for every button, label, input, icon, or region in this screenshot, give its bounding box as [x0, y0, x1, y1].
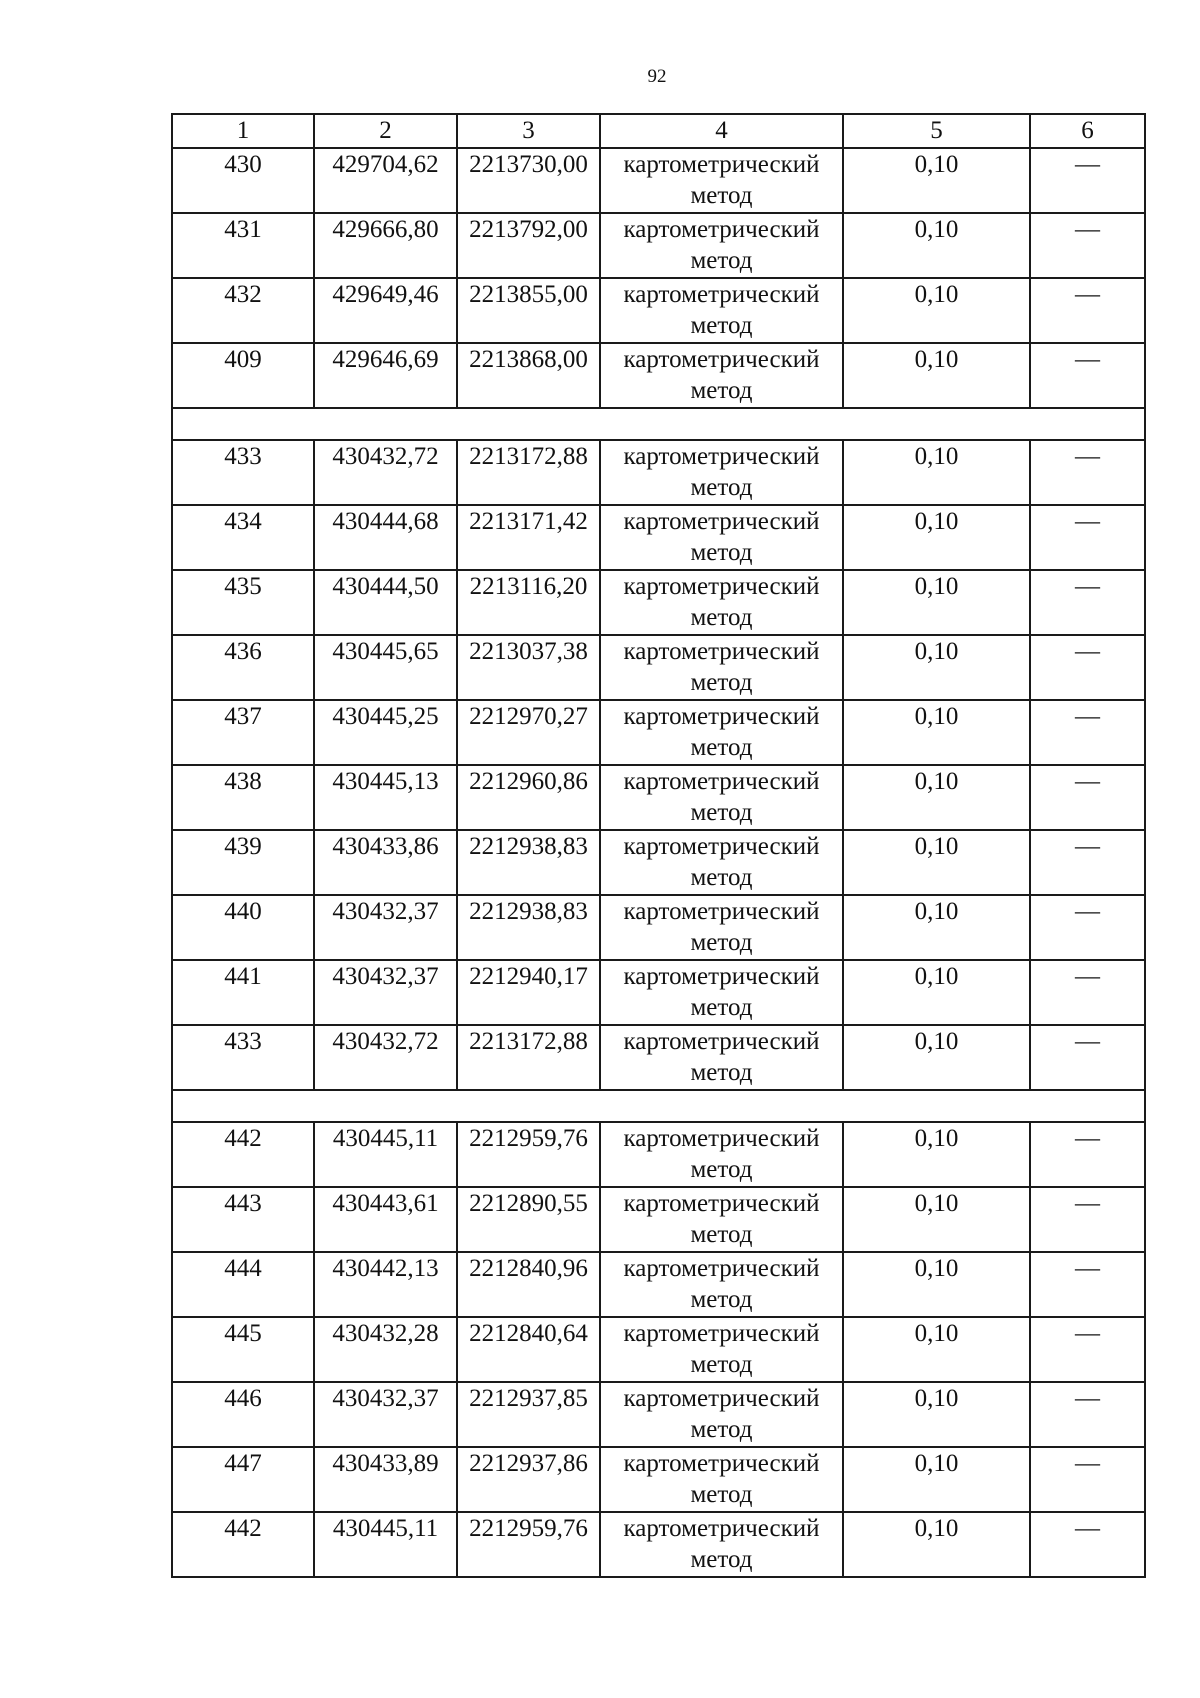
x-coordinate-cell: 430445,65 — [314, 635, 457, 700]
accuracy-cell: 0,10 — [843, 1382, 1030, 1447]
table-row — [172, 440, 1145, 505]
header-cell-6: 6 — [1030, 114, 1145, 148]
note-cell: — — [1030, 1317, 1145, 1382]
point-number-cell: 433 — [172, 440, 314, 505]
table-row — [172, 1447, 1145, 1512]
table-row — [172, 830, 1145, 895]
note-cell: — — [1030, 1122, 1145, 1187]
y-coordinate-cell: 2213868,00 — [457, 343, 600, 408]
point-number-cell: 439 — [172, 830, 314, 895]
x-coordinate-cell: 430433,86 — [314, 830, 457, 895]
method-cell: картометрический метод — [600, 1382, 843, 1447]
header-cell-4: 4 — [600, 114, 843, 148]
note-cell: — — [1030, 440, 1145, 505]
x-coordinate-cell: 430445,11 — [314, 1512, 457, 1577]
y-coordinate-cell: 2212937,85 — [457, 1382, 600, 1447]
accuracy-cell: 0,10 — [843, 635, 1030, 700]
coordinates-table-body — [172, 114, 1145, 1577]
point-number-cell: 442 — [172, 1122, 314, 1187]
note-cell: — — [1030, 148, 1145, 213]
point-number-cell: 442 — [172, 1512, 314, 1577]
method-cell: картометрический метод — [600, 765, 843, 830]
y-coordinate-cell: 2212970,27 — [457, 700, 600, 765]
accuracy-cell: 0,10 — [843, 895, 1030, 960]
x-coordinate-cell: 430432,72 — [314, 1025, 457, 1090]
table-row — [172, 1317, 1145, 1382]
table-row — [172, 148, 1145, 213]
table-row — [172, 1512, 1145, 1577]
header-cell-5: 5 — [843, 114, 1030, 148]
header-cell-3: 3 — [457, 114, 600, 148]
table-row — [172, 765, 1145, 830]
table-row — [172, 700, 1145, 765]
method-cell: картометрический метод — [600, 635, 843, 700]
group-separator-cell — [172, 408, 1145, 440]
x-coordinate-cell: 429646,69 — [314, 343, 457, 408]
point-number-cell: 433 — [172, 1025, 314, 1090]
note-cell: — — [1030, 1512, 1145, 1577]
note-cell: — — [1030, 1382, 1145, 1447]
point-number-cell: 434 — [172, 505, 314, 570]
accuracy-cell: 0,10 — [843, 343, 1030, 408]
y-coordinate-cell: 2212938,83 — [457, 830, 600, 895]
header-cell-1: 1 — [172, 114, 314, 148]
accuracy-cell: 0,10 — [843, 830, 1030, 895]
point-number-cell: 446 — [172, 1382, 314, 1447]
table-row — [172, 895, 1145, 960]
x-coordinate-cell: 429704,62 — [314, 148, 457, 213]
table-row — [172, 1187, 1145, 1252]
accuracy-cell: 0,10 — [843, 1025, 1030, 1090]
point-number-cell: 430 — [172, 148, 314, 213]
x-coordinate-cell: 430445,13 — [314, 765, 457, 830]
table-row — [172, 1025, 1145, 1090]
y-coordinate-cell: 2213172,88 — [457, 440, 600, 505]
y-coordinate-cell: 2213172,88 — [457, 1025, 600, 1090]
x-coordinate-cell: 430445,25 — [314, 700, 457, 765]
note-cell: — — [1030, 343, 1145, 408]
accuracy-cell: 0,10 — [843, 148, 1030, 213]
accuracy-cell: 0,10 — [843, 1252, 1030, 1317]
point-number-cell: 431 — [172, 213, 314, 278]
accuracy-cell: 0,10 — [843, 700, 1030, 765]
y-coordinate-cell: 2213171,42 — [457, 505, 600, 570]
x-coordinate-cell: 430432,72 — [314, 440, 457, 505]
accuracy-cell: 0,10 — [843, 213, 1030, 278]
note-cell: — — [1030, 505, 1145, 570]
note-cell: — — [1030, 278, 1145, 343]
table-row — [172, 505, 1145, 570]
accuracy-cell: 0,10 — [843, 440, 1030, 505]
accuracy-cell: 0,10 — [843, 505, 1030, 570]
method-cell: картометрический метод — [600, 1187, 843, 1252]
method-cell: картометрический метод — [600, 213, 843, 278]
page-number: 92 — [647, 66, 667, 87]
y-coordinate-cell: 2212940,17 — [457, 960, 600, 1025]
accuracy-cell: 0,10 — [843, 1512, 1030, 1577]
x-coordinate-cell: 429666,80 — [314, 213, 457, 278]
accuracy-cell: 0,10 — [843, 1122, 1030, 1187]
point-number-cell: 435 — [172, 570, 314, 635]
table-row — [172, 960, 1145, 1025]
method-cell: картометрический метод — [600, 278, 843, 343]
accuracy-cell: 0,10 — [843, 1187, 1030, 1252]
note-cell: — — [1030, 960, 1145, 1025]
y-coordinate-cell: 2213730,00 — [457, 148, 600, 213]
method-cell: картометрический метод — [600, 895, 843, 960]
y-coordinate-cell: 2212959,76 — [457, 1512, 600, 1577]
y-coordinate-cell: 2212959,76 — [457, 1122, 600, 1187]
table-row — [172, 635, 1145, 700]
x-coordinate-cell: 430432,28 — [314, 1317, 457, 1382]
method-cell: картометрический метод — [600, 148, 843, 213]
y-coordinate-cell: 2213855,00 — [457, 278, 600, 343]
accuracy-cell: 0,10 — [843, 765, 1030, 830]
x-coordinate-cell: 430443,61 — [314, 1187, 457, 1252]
method-cell: картометрический метод — [600, 1317, 843, 1382]
method-cell: картометрический метод — [600, 1025, 843, 1090]
note-cell: — — [1030, 213, 1145, 278]
table-row — [172, 1122, 1145, 1187]
point-number-cell: 438 — [172, 765, 314, 830]
x-coordinate-cell: 430432,37 — [314, 960, 457, 1025]
point-number-cell: 436 — [172, 635, 314, 700]
header-cell-2: 2 — [314, 114, 457, 148]
y-coordinate-cell: 2213792,00 — [457, 213, 600, 278]
y-coordinate-cell: 2212938,83 — [457, 895, 600, 960]
accuracy-cell: 0,10 — [843, 1317, 1030, 1382]
note-cell: — — [1030, 1187, 1145, 1252]
point-number-cell: 440 — [172, 895, 314, 960]
y-coordinate-cell: 2212937,86 — [457, 1447, 600, 1512]
note-cell: — — [1030, 1025, 1145, 1090]
note-cell: — — [1030, 1252, 1145, 1317]
accuracy-cell: 0,10 — [843, 960, 1030, 1025]
note-cell: — — [1030, 570, 1145, 635]
table-header-row — [172, 114, 1145, 148]
x-coordinate-cell: 430445,11 — [314, 1122, 457, 1187]
point-number-cell: 441 — [172, 960, 314, 1025]
method-cell: картометрический метод — [600, 960, 843, 1025]
note-cell: — — [1030, 1447, 1145, 1512]
point-number-cell: 437 — [172, 700, 314, 765]
table-row — [172, 570, 1145, 635]
table-row — [172, 1252, 1145, 1317]
method-cell: картометрический метод — [600, 830, 843, 895]
method-cell: картометрический метод — [600, 1122, 843, 1187]
x-coordinate-cell: 430444,50 — [314, 570, 457, 635]
y-coordinate-cell: 2212960,86 — [457, 765, 600, 830]
y-coordinate-cell: 2213037,38 — [457, 635, 600, 700]
method-cell: картометрический метод — [600, 343, 843, 408]
point-number-cell: 409 — [172, 343, 314, 408]
accuracy-cell: 0,10 — [843, 278, 1030, 343]
note-cell: — — [1030, 765, 1145, 830]
table-row — [172, 1382, 1145, 1447]
x-coordinate-cell: 429649,46 — [314, 278, 457, 343]
accuracy-cell: 0,10 — [843, 1447, 1030, 1512]
y-coordinate-cell: 2212890,55 — [457, 1187, 600, 1252]
y-coordinate-cell: 2213116,20 — [457, 570, 600, 635]
group-separator-row — [172, 1090, 1145, 1122]
method-cell: картометрический метод — [600, 700, 843, 765]
point-number-cell: 445 — [172, 1317, 314, 1382]
method-cell: картометрический метод — [600, 1512, 843, 1577]
group-separator-cell — [172, 1090, 1145, 1122]
method-cell: картометрический метод — [600, 440, 843, 505]
y-coordinate-cell: 2212840,64 — [457, 1317, 600, 1382]
table-row — [172, 343, 1145, 408]
table-row — [172, 213, 1145, 278]
method-cell: картометрический метод — [600, 1252, 843, 1317]
x-coordinate-cell: 430432,37 — [314, 1382, 457, 1447]
note-cell: — — [1030, 830, 1145, 895]
x-coordinate-cell: 430433,89 — [314, 1447, 457, 1512]
note-cell: — — [1030, 895, 1145, 960]
point-number-cell: 443 — [172, 1187, 314, 1252]
y-coordinate-cell: 2212840,96 — [457, 1252, 600, 1317]
table-row — [172, 278, 1145, 343]
note-cell: — — [1030, 700, 1145, 765]
point-number-cell: 444 — [172, 1252, 314, 1317]
method-cell: картометрический метод — [600, 1447, 843, 1512]
point-number-cell: 432 — [172, 278, 314, 343]
x-coordinate-cell: 430442,13 — [314, 1252, 457, 1317]
accuracy-cell: 0,10 — [843, 570, 1030, 635]
coordinates-table — [171, 113, 1146, 1578]
x-coordinate-cell: 430432,37 — [314, 895, 457, 960]
point-number-cell: 447 — [172, 1447, 314, 1512]
group-separator-row — [172, 408, 1145, 440]
method-cell: картометрический метод — [600, 570, 843, 635]
method-cell: картометрический метод — [600, 505, 843, 570]
note-cell: — — [1030, 635, 1145, 700]
x-coordinate-cell: 430444,68 — [314, 505, 457, 570]
